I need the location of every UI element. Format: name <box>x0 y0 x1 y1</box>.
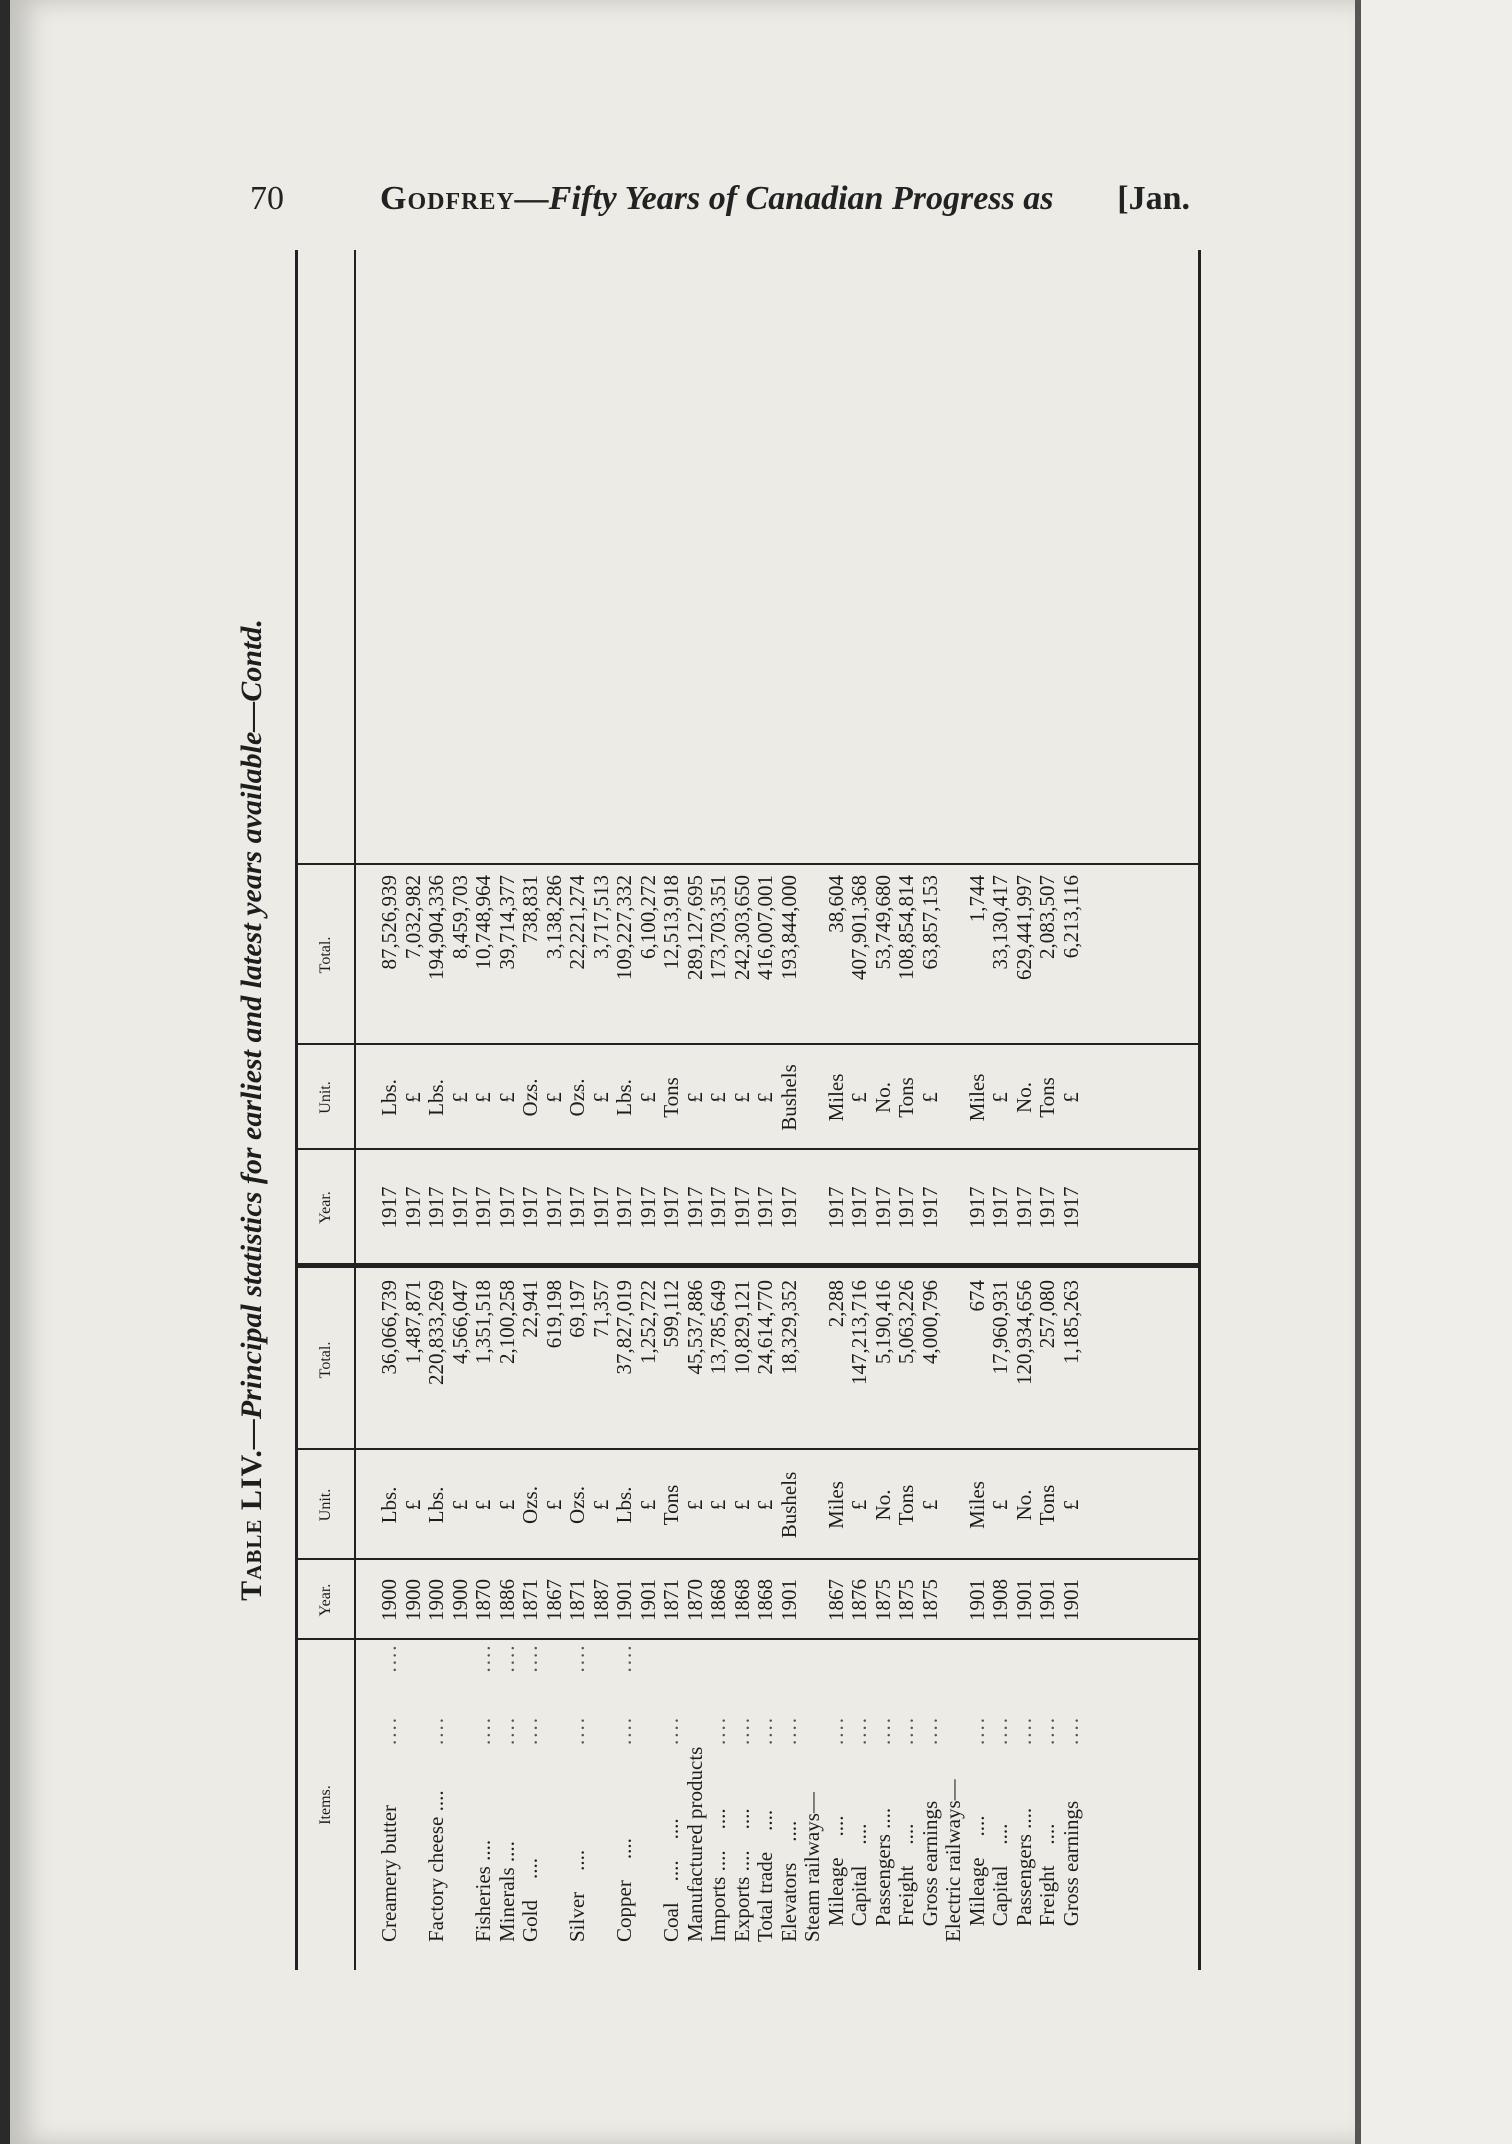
unit1-cell: £ <box>471 1499 495 1511</box>
unit2-column <box>378 1045 1083 1150</box>
year1-cell: 1901 <box>1058 1579 1083 1621</box>
item-cell: Minerals .... <box>494 1841 519 1942</box>
item-cell: Exports .... .... <box>729 1808 754 1942</box>
total2-cell: 7,032,982 <box>400 875 425 959</box>
unit1-cell: Tons <box>1035 1484 1059 1526</box>
leader-cell <box>942 1645 966 1745</box>
statistics-table <box>295 250 1201 1970</box>
total1-cell: 36,066,739 <box>377 1280 401 1375</box>
total1-cell: 22,941 <box>518 1280 542 1338</box>
item-cell: Freight .... <box>1035 1823 1059 1942</box>
total2-cell: 33,130,417 <box>988 875 1012 970</box>
unit2-cell: Tons <box>659 1077 683 1118</box>
item-cell: Steam railways— <box>800 1792 824 1942</box>
total2-cell <box>801 875 825 1045</box>
unit2-cell: £ <box>706 1092 730 1103</box>
total2-cell: 109,227,332 <box>612 875 636 980</box>
header-unit-2: Unit. <box>317 1081 334 1114</box>
total2-cell: 8,459,703 <box>447 875 472 959</box>
unit2-cell: £ <box>471 1092 495 1103</box>
rotated-table-region <box>235 250 1215 1970</box>
unit2-cell: £ <box>635 1092 660 1103</box>
unit1-cell: £ <box>988 1499 1012 1511</box>
item-cell: Elevators .... <box>776 1820 801 1942</box>
year2-cell: 1917 <box>1058 1186 1083 1229</box>
leader-cell: .... <box>753 1716 777 1745</box>
unit1-cell: £ <box>447 1499 472 1511</box>
total2-cell: 629,441,997 <box>1011 875 1036 980</box>
year1-cell: 1875 <box>917 1579 942 1621</box>
total1-cell <box>801 1280 825 1450</box>
unit1-cell: Ozs. <box>518 1486 542 1524</box>
total1-cell: 1,351,518 <box>471 1280 495 1364</box>
unit1-cell: £ <box>682 1499 707 1511</box>
unit1-cell: £ <box>1058 1499 1083 1511</box>
unit2-cell: £ <box>1058 1092 1083 1103</box>
leader-cell: .... <box>424 1716 448 1745</box>
total1-cell: 5,190,416 <box>870 1280 895 1364</box>
year2-cell: 1917 <box>776 1186 801 1229</box>
unit2-cell: £ <box>729 1092 754 1103</box>
total1-cell: 69,197 <box>565 1280 589 1338</box>
unit2-cell: £ <box>541 1092 566 1103</box>
unit1-cell: £ <box>917 1499 942 1511</box>
running-month: [Jan. <box>1117 180 1190 217</box>
item-cell: Gross earnings <box>1058 1800 1083 1942</box>
leader-cell: .... <box>1035 1716 1059 1745</box>
total2-cell <box>942 875 966 1045</box>
leader-cell: .... <box>870 1716 895 1745</box>
year1-cell: 1900 <box>447 1579 472 1621</box>
total2-cell: 87,526,939 <box>377 875 401 970</box>
total2-cell: 173,703,351 <box>706 875 730 980</box>
unit1-cell <box>942 1450 966 1560</box>
year1-cell: 1870 <box>682 1579 707 1621</box>
leader-cell: .... <box>1011 1716 1036 1745</box>
leader-cell: .... .... <box>494 1643 519 1745</box>
year2-cell: 1917 <box>988 1186 1012 1229</box>
unit2-cell: £ <box>988 1092 1012 1103</box>
total1-cell: 220,833,269 <box>424 1280 448 1385</box>
total2-cell: 38,604 <box>823 875 848 933</box>
total1-cell: 4,000,796 <box>917 1280 942 1364</box>
year2-cell: 1917 <box>471 1186 495 1229</box>
year2-cell: 1917 <box>659 1186 683 1229</box>
unit1-cell: No. <box>1011 1489 1036 1521</box>
total2-cell: 1,744 <box>964 875 989 923</box>
year1-cell: 1901 <box>612 1579 636 1621</box>
year2-cell: 1917 <box>682 1186 707 1229</box>
leader-cell: .... <box>964 1716 989 1745</box>
statistics-table-block <box>235 250 1215 1970</box>
running-title <box>380 180 1054 218</box>
column-rule <box>298 863 1198 865</box>
total1-cell: 13,785,649 <box>706 1280 730 1375</box>
item-cell <box>637 1742 661 1942</box>
unit1-cell: Tons <box>659 1484 683 1526</box>
table-caption-text: —Principal statistics for earliest and latest years available—Contd. <box>235 619 268 1450</box>
leader-cell: .... <box>894 1716 918 1745</box>
year1-cell: 1871 <box>565 1579 589 1621</box>
unit1-cell <box>801 1450 825 1560</box>
unit1-cell: £ <box>753 1499 777 1511</box>
total2-cell: 6,100,272 <box>635 875 660 959</box>
leader-cell: .... <box>706 1716 730 1745</box>
item-cell: Passengers .... <box>870 1807 895 1942</box>
item-cell: Gross earnings <box>917 1800 942 1942</box>
unit1-column <box>378 1450 1083 1560</box>
year2-cell: 1917 <box>706 1186 730 1229</box>
leader-cell: .... <box>729 1716 754 1745</box>
unit2-cell: £ <box>847 1092 871 1103</box>
year2-cell: 1917 <box>588 1186 613 1229</box>
item-cell: Capital .... <box>988 1823 1012 1942</box>
unit1-cell: Tons <box>894 1484 918 1526</box>
leader-cell: .... .... <box>377 1643 401 1745</box>
unit1-cell: £ <box>635 1499 660 1511</box>
leader-cell: .... <box>988 1716 1012 1745</box>
unit2-cell: Ozs. <box>518 1078 542 1117</box>
total1-cell: 37,827,019 <box>612 1280 636 1375</box>
leader-cell: .... <box>776 1716 801 1745</box>
year1-cell: 1867 <box>541 1579 566 1621</box>
year2-cell: 1917 <box>917 1186 942 1229</box>
header-rule <box>354 250 356 1970</box>
item-cell: Imports .... .... <box>706 1808 730 1942</box>
leader-cell <box>637 1645 661 1745</box>
year1-cell: 1900 <box>424 1579 448 1621</box>
total1-cell: 18,329,352 <box>776 1280 801 1375</box>
year1-cell: 1900 <box>377 1579 401 1621</box>
total1-cell: 674 <box>964 1280 989 1312</box>
year2-cell: 1917 <box>612 1186 636 1229</box>
total2-cell: 3,717,513 <box>588 875 613 959</box>
item-cell: Passengers .... <box>1011 1807 1036 1942</box>
total1-cell: 5,063,226 <box>894 1280 918 1364</box>
year1-cell: 1876 <box>847 1579 871 1621</box>
unit1-cell: £ <box>494 1499 519 1511</box>
item-cell: Mileage .... <box>964 1815 989 1942</box>
total2-cell: 289,127,695 <box>682 875 707 980</box>
total2-cell: 194,904,336 <box>424 875 448 980</box>
total1-cell: 619,198 <box>541 1280 566 1349</box>
item-cell: Freight .... <box>894 1823 918 1942</box>
unit1-cell: Lbs. <box>424 1486 448 1524</box>
total1-cell: 1,252,722 <box>635 1280 660 1364</box>
unit2-cell: £ <box>588 1092 613 1103</box>
total2-column <box>378 875 1083 1045</box>
running-title-text: —Fifty Years of Canadian Progress as <box>514 180 1054 217</box>
total2-cell: 416,007,001 <box>753 875 777 980</box>
total1-cell: 17,960,931 <box>988 1280 1012 1375</box>
year2-cell: 1917 <box>753 1186 777 1229</box>
unit2-cell: Miles <box>823 1073 848 1122</box>
leader-cell: .... <box>823 1716 848 1745</box>
leader-cell: .... <box>1058 1716 1083 1745</box>
total1-cell: 147,213,716 <box>847 1280 871 1385</box>
unit2-cell: Lbs. <box>612 1079 636 1116</box>
year2-cell: 1917 <box>847 1186 871 1229</box>
header-year-1: Year. <box>317 1583 334 1617</box>
total1-cell <box>942 1280 966 1450</box>
unit2-cell: £ <box>494 1092 519 1103</box>
year1-cell: 1901 <box>1035 1579 1059 1621</box>
unit2-cell <box>942 1045 966 1150</box>
year2-cell: 1917 <box>424 1186 448 1229</box>
leader-cell: .... .... <box>471 1643 495 1745</box>
total2-cell: 53,749,680 <box>870 875 895 970</box>
unit2-cell: Ozs. <box>565 1078 589 1117</box>
year2-cell: 1917 <box>635 1186 660 1229</box>
year1-cell: 1867 <box>823 1579 848 1621</box>
year2-cell <box>942 1150 966 1265</box>
item-cell: Factory cheese .... <box>424 1790 448 1942</box>
total1-cell: 45,537,886 <box>682 1280 707 1375</box>
year1-cell: 1900 <box>400 1579 425 1621</box>
leader-cell <box>684 1645 708 1745</box>
page-number: 70 <box>250 180 284 217</box>
year2-cell: 1917 <box>494 1186 519 1229</box>
year1-cell: 1887 <box>588 1579 613 1621</box>
total2-cell: 6,213,116 <box>1058 875 1083 959</box>
total1-cell: 1,185,263 <box>1058 1280 1083 1364</box>
item-cell: Total trade .... <box>753 1809 777 1942</box>
year1-cell: 1875 <box>894 1579 918 1621</box>
year1-cell: 1901 <box>635 1579 660 1621</box>
table-caption <box>235 250 269 1970</box>
total1-cell: 4,566,047 <box>447 1280 472 1364</box>
leader-cell <box>801 1645 825 1745</box>
unit1-cell: Lbs. <box>377 1486 401 1524</box>
total2-cell: 12,513,918 <box>659 875 683 970</box>
unit1-cell: Miles <box>823 1481 848 1529</box>
total1-cell: 10,829,121 <box>729 1280 754 1375</box>
item-cell <box>402 1742 426 1942</box>
unit1-cell: £ <box>400 1499 425 1511</box>
unit2-cell: Lbs. <box>377 1079 401 1116</box>
item-cell: Silver .... <box>565 1849 589 1942</box>
year1-cell: 1868 <box>706 1579 730 1621</box>
year1-cell: 1868 <box>753 1579 777 1621</box>
item-cell: Electric railways— <box>941 1779 965 1942</box>
unit2-cell: £ <box>753 1092 777 1103</box>
year1-cell <box>801 1560 825 1640</box>
leader-cell: .... .... <box>612 1643 636 1745</box>
leader-cell: .... <box>847 1716 871 1745</box>
total1-cell: 2,100,258 <box>494 1280 519 1364</box>
item-cell <box>449 1742 473 1942</box>
header-total-2: Total. <box>317 936 334 974</box>
year1-cell <box>942 1560 966 1640</box>
header-total-1: Total. <box>317 1341 334 1379</box>
year2-cell: 1917 <box>964 1186 989 1229</box>
total1-cell: 2,288 <box>823 1280 848 1328</box>
year1-cell: 1908 <box>988 1579 1012 1621</box>
unit2-cell: £ <box>917 1092 942 1103</box>
item-cell: Fisheries .... <box>471 1839 495 1942</box>
leader-cell: .... .... <box>518 1643 542 1745</box>
total2-cell: 407,901,368 <box>847 875 871 980</box>
total1-cell: 71,357 <box>588 1280 613 1338</box>
unit2-cell: £ <box>447 1092 472 1103</box>
year2-cell: 1917 <box>1011 1186 1036 1229</box>
total2-cell: 108,854,814 <box>894 875 918 980</box>
items-column <box>378 1742 1083 1942</box>
book-page <box>10 0 1355 2144</box>
leaders-column <box>378 1645 1083 1745</box>
year1-cell: 1886 <box>494 1579 519 1621</box>
total2-cell: 22,221,274 <box>565 875 589 970</box>
total2-cell: 2,083,507 <box>1035 875 1059 959</box>
year2-cell: 1917 <box>447 1186 472 1229</box>
unit1-cell: No. <box>870 1489 895 1521</box>
total1-column <box>378 1280 1083 1450</box>
unit1-cell: £ <box>541 1499 566 1511</box>
year1-cell: 1901 <box>964 1579 989 1621</box>
year2-cell <box>801 1150 825 1265</box>
year2-cell: 1917 <box>565 1186 589 1229</box>
unit1-cell: £ <box>847 1499 871 1511</box>
item-cell <box>590 1742 614 1942</box>
total2-cell: 10,748,964 <box>471 875 495 970</box>
leader-cell: .... <box>917 1716 942 1745</box>
total2-cell: 193,844,000 <box>776 875 801 980</box>
leader-cell <box>402 1645 426 1745</box>
unit1-cell: £ <box>729 1499 754 1511</box>
running-author: Godfrey <box>380 180 515 217</box>
unit1-cell: Bushels <box>776 1471 801 1539</box>
year1-cell: 1871 <box>518 1579 542 1621</box>
year2-cell: 1917 <box>870 1186 895 1229</box>
year1-cell: 1870 <box>471 1579 495 1621</box>
year2-cell: 1917 <box>894 1186 918 1229</box>
unit2-cell: No. <box>1011 1082 1036 1113</box>
year2-cell: 1917 <box>518 1186 542 1229</box>
unit1-cell: Miles <box>964 1481 989 1529</box>
year1-cell: 1901 <box>776 1579 801 1621</box>
header-unit-1: Unit. <box>317 1488 334 1522</box>
total2-cell: 3,138,286 <box>541 875 566 959</box>
leader-cell: .... .... <box>565 1643 589 1745</box>
year1-cell: 1875 <box>870 1579 895 1621</box>
unit2-cell: Tons <box>894 1077 918 1118</box>
total1-cell: 257,080 <box>1035 1280 1059 1349</box>
facing-page-edge <box>1355 0 1512 2144</box>
unit2-cell: Bushels <box>776 1064 801 1131</box>
total1-cell: 599,112 <box>659 1280 683 1348</box>
year1-column <box>378 1560 1083 1640</box>
year2-cell: 1917 <box>729 1186 754 1229</box>
unit2-cell: Tons <box>1035 1077 1059 1118</box>
item-cell: Creamery butter <box>377 1804 401 1942</box>
item-cell: Coal .... .... <box>659 1818 683 1942</box>
item-cell: Mileage .... <box>823 1815 848 1942</box>
item-cell: Capital .... <box>847 1823 871 1942</box>
leader-cell <box>590 1645 614 1745</box>
year1-cell: 1901 <box>1011 1579 1036 1621</box>
unit1-cell: Lbs. <box>612 1486 636 1524</box>
item-cell: Gold .... <box>518 1858 542 1942</box>
unit2-cell: No. <box>870 1082 895 1113</box>
unit2-cell: £ <box>400 1092 425 1103</box>
total2-cell: 738,831 <box>518 875 542 944</box>
leader-cell <box>449 1645 473 1745</box>
header-items: Items. <box>317 1785 334 1825</box>
unit1-cell: £ <box>588 1499 613 1511</box>
header-year-2: Year. <box>317 1191 334 1224</box>
leader-cell: .... <box>659 1716 683 1745</box>
item-cell: Copper .... <box>612 1838 636 1942</box>
unit1-cell: £ <box>706 1499 730 1511</box>
unit2-cell: £ <box>682 1092 707 1103</box>
leader-cell <box>543 1645 567 1745</box>
total2-cell: 39,714,377 <box>494 875 519 970</box>
unit2-cell <box>801 1045 825 1150</box>
year2-cell: 1917 <box>541 1186 566 1229</box>
year2-cell: 1917 <box>400 1186 425 1229</box>
year2-cell: 1917 <box>377 1186 401 1229</box>
item-cell: Manufactured products <box>682 1746 707 1942</box>
year2-column <box>378 1150 1083 1265</box>
total1-cell: 120,934,656 <box>1011 1280 1036 1385</box>
table-label: Table LIV. <box>235 1449 268 1601</box>
year1-cell: 1868 <box>729 1579 754 1621</box>
total2-cell: 242,303,650 <box>729 875 754 980</box>
year2-cell: 1917 <box>1035 1186 1059 1229</box>
total2-cell: 63,857,153 <box>917 875 942 970</box>
unit1-cell: Ozs. <box>565 1486 589 1524</box>
unit2-cell: Lbs. <box>424 1079 448 1116</box>
page-header <box>240 170 1200 230</box>
year1-cell: 1871 <box>659 1579 683 1621</box>
year2-cell: 1917 <box>823 1186 848 1229</box>
item-cell <box>543 1742 567 1942</box>
unit2-cell: Miles <box>964 1073 989 1122</box>
total1-cell: 24,614,770 <box>753 1280 777 1375</box>
total1-cell: 1,487,871 <box>400 1280 425 1364</box>
